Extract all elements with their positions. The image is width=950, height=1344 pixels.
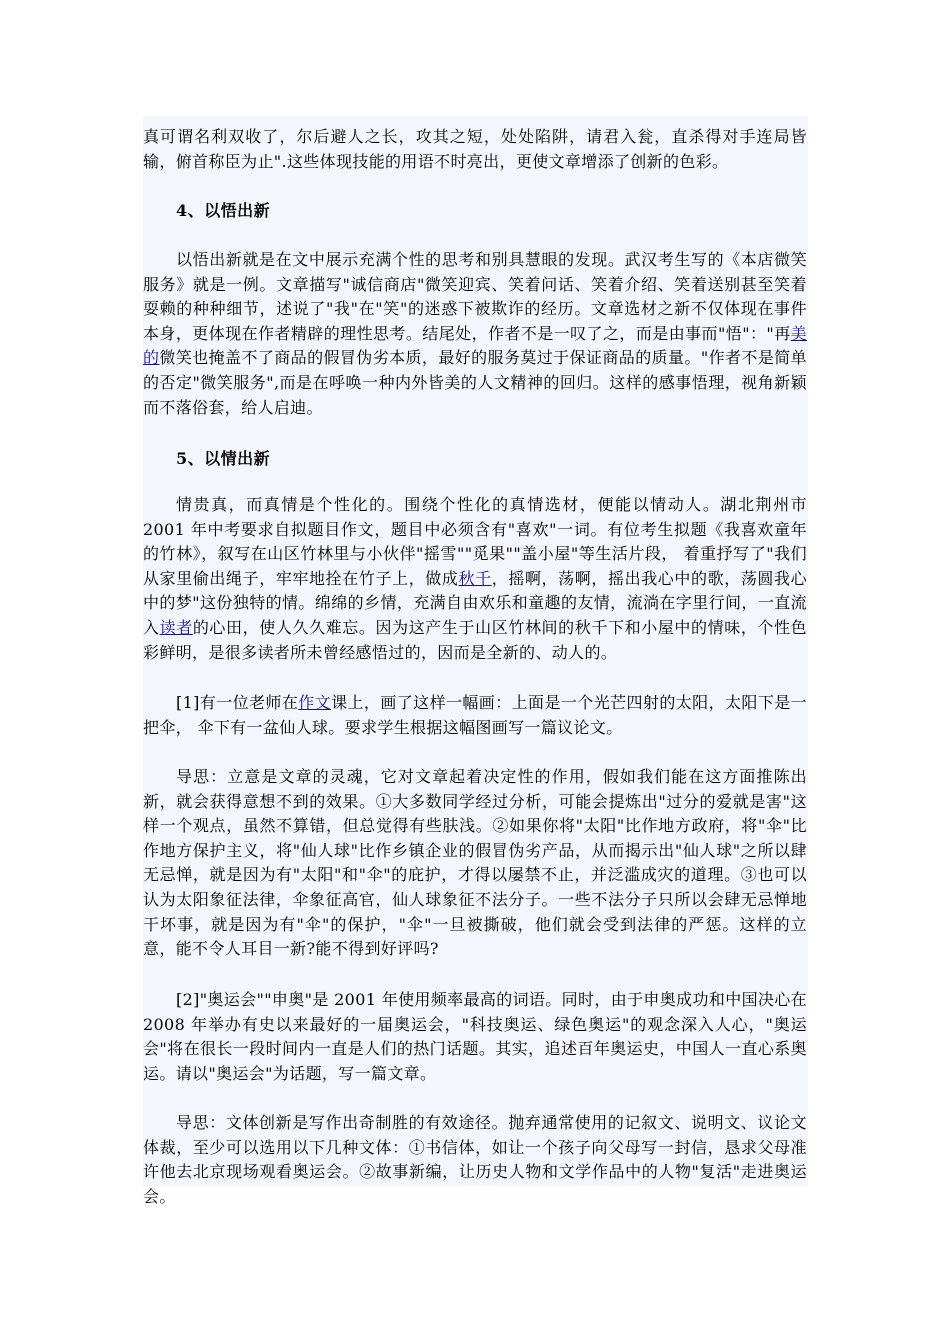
paragraph-text: ，摇啊，荡啊，摇出我心中的歌，荡圆我心中的梦"这份独特的情。绵绵的乡情，充满自由欢乐和童趣的友情，流淌在字里行间，一直流入 [143, 568, 807, 637]
paragraph-text: [1]有一位老师在 [176, 693, 299, 712]
link-zuowen[interactable]: 作文 [298, 693, 332, 712]
section-heading-5: 5、以情出新 [176, 449, 271, 468]
paragraph-text: 课上，画了这样一幅画：上面是一个光芒四射的太阳，太阳下是一把伞， 伞下有一盆仙人球。要求学生根据这幅图画写一篇议论文。 [143, 693, 807, 737]
paragraph-example-1 [143, 691, 807, 740]
link-meide[interactable]: 美的 [143, 323, 807, 368]
document-body [143, 116, 808, 1206]
paragraph-text: 以悟出新就是在文中展示充满个性的思考和别具慧眼的发现。武汉考生写的《本店微笑服务》就是一例。文章描写"诚信商店"微笑迎宾、笑着问话、笑着介绍、笑着送别甚至笑着耍赖的种种细节，述说了"我"在"笑"的迷惑下被欺诈的经历。文章选材之新不仅体现在事件本身，更体现在作者精辟的理性思考。结尾处，作者不是一叹了之，而是由事而"悟"："再 [143, 250, 807, 343]
paragraph-text: 微笑也掩盖不了商品的假冒伪劣本质，最好的服务莫过于保证商品的质量。"作者不是简单的否定"微笑服务",而是在呼唤一种内外皆美的人文精神的回归。这样的感事悟理，视角新颖而不落俗套，给人启迪。 [143, 348, 807, 417]
paragraph-enlightenment [143, 248, 807, 420]
paragraph-emotion [143, 493, 807, 665]
link-qiuqian[interactable]: 秋千 [458, 568, 492, 588]
paragraph-guide-2: 导思：文体创新是写作出奇制胜的有效途径。抛弃通常使用的记叙文、说明文、议论文体裁，至少可以选用以下几种文体：①书信体，如让一个孩子向父母写一封信，恳求父母准许他去北京现场观看奥运会。②故事新编，让历史人物和文学作品中的人物"复活"走进奥运会。 [143, 1113, 807, 1206]
link-duzhe[interactable]: 读者 [159, 617, 193, 637]
paragraph-continuation: 真可谓名利双收了，尔后避人之长，攻其之短，处处陷阱，请君入瓮，直杀得对手连局皆输，俯首称臣为止".这些体现技能的用语不时亮出，更使文章增添了创新的色彩。 [143, 127, 807, 171]
paragraph-guide-1: 导思：立意是文章的灵魂，它对文章起着决定性的作用，假如我们能在这方面推陈出新，就会获得意想不到的效果。①大多数同学经过分析，可能会提炼出"过分的爱就是害"这样一个观点，虽然不算错，但总觉得有些肤浅。②如果你将"太阳"比作地方政府，将"伞"比作地方保护主义，将"仙人球"比作乡镇企业的假冒伪劣产品，从而揭示出"仙人球"之所以肆无忌惮，就是因为有"太阳"和"伞"的庇护，才得以屡禁不止，并泛滥成灾的道理。③也可以认为太阳象征法律，伞象征高官，仙人球象征不法分子。一些不法分子只所以会肆无忌惮地干坏事，就是因为有"伞"的保护，"伞"一旦被撕破，他们就会受到法律的严惩。这样的立意，能不令人耳目一新?能不得到好评吗? [143, 767, 807, 959]
paragraph-text: 的心田，使人久久难忘。因为这产生于山区竹林间的秋千下和小屋中的情味，个性色彩鲜明，是很多读者所未曾经感悟过的，因而是全新的、动人的。 [143, 617, 807, 662]
paragraph-text: 情贵真，而真情是个性化的。围绕个性化的真情选材，便能以情动人。湖北荆州市 2001 年中考要求自拟题目作文，题目中必须含有"喜欢"一词。有位考生拟题《我喜欢童年的竹林》，叙写在山区竹林里与小伙伴"摇雪""觅果""盖小屋"等生活片段， 着重抒写了"我们从家里偷出绳子，牢牢地拴在竹子上，做成 [143, 495, 807, 588]
section-heading-4: 4、以悟出新 [176, 201, 271, 220]
paragraph-example-2: [2]"奥运会""申奥"是 2001 年使用频率最高的词语。同时，由于申奥成功和中国决心在 2008 年举办有史以来最好的一届奥运会，"科技奥运、绿色奥运"的观念深入人心，"奥运会"将在很长一段时间内一直是人们的热门话题。其实，追述百年奥运史，中国人一直心系奥运。请以"奥运会"为话题，写一篇文章。 [143, 990, 807, 1083]
